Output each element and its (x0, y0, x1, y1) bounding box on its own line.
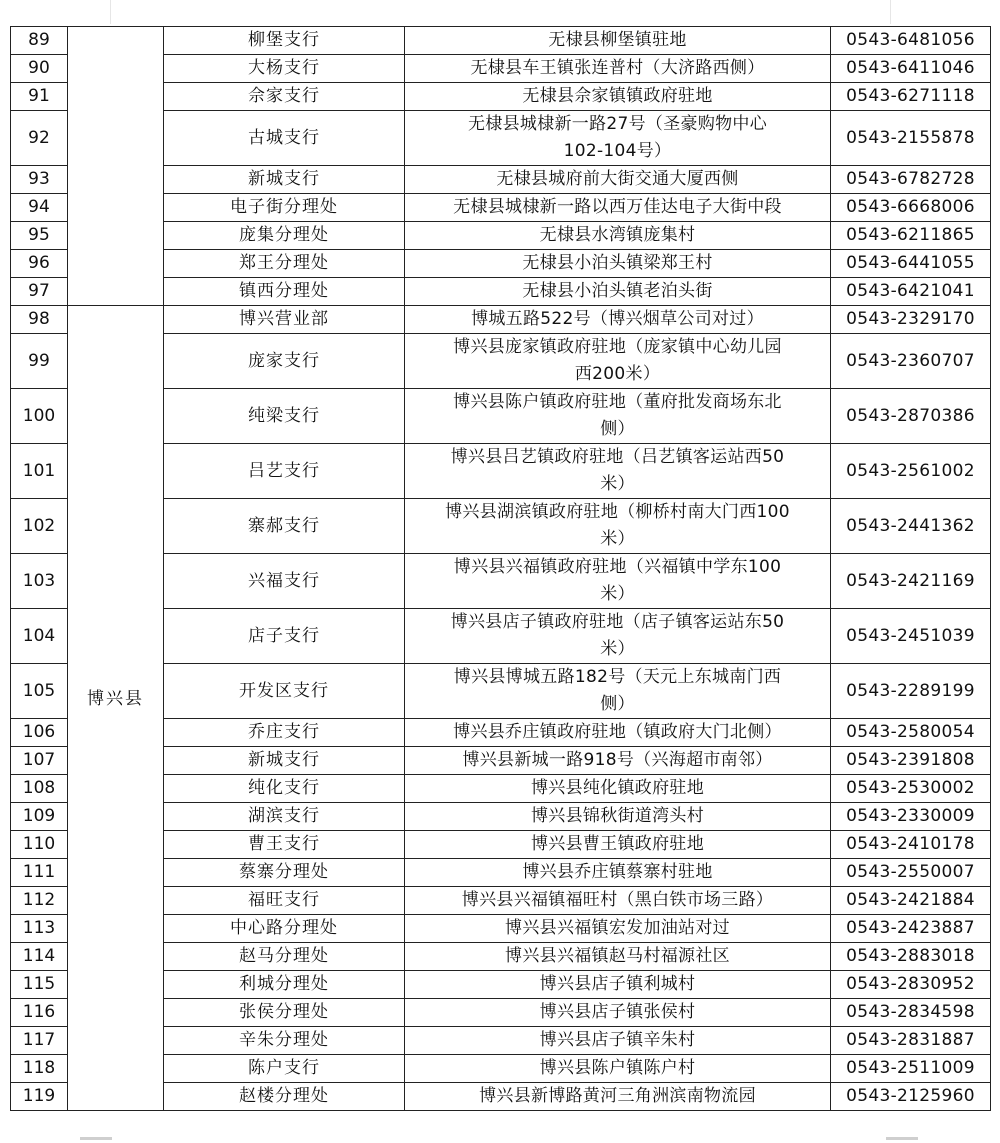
branch-phone: 0543-6271118 (831, 83, 991, 111)
row-number: 94 (11, 194, 68, 222)
branch-name: 新城支行 (164, 166, 405, 194)
row-number: 101 (11, 444, 68, 499)
branch-phone: 0543-2580054 (831, 719, 991, 747)
branch-phone: 0543-2511009 (831, 1055, 991, 1083)
address-line: 无棣县车王镇张连普村（大济路西侧） (470, 58, 765, 78)
row-number: 105 (11, 664, 68, 719)
branch-name: 赵楼分理处 (164, 1083, 405, 1111)
branch-name: 纯化支行 (164, 775, 405, 803)
address-line: 博兴县庞家镇政府驻地（庞家镇中心幼儿园 (453, 337, 782, 357)
branch-address (405, 887, 831, 915)
address-line: 米） (600, 584, 635, 604)
branch-address (405, 166, 831, 194)
address-line: 博兴县店子镇政府驻地（店子镇客运站东50 (450, 612, 785, 632)
address-line: 博兴县店子镇利城村 (539, 974, 696, 994)
branch-address (405, 334, 831, 389)
branch-table-body (11, 27, 991, 1111)
row-number: 95 (11, 222, 68, 250)
address-line: 无棣县水湾镇庞集村 (539, 225, 696, 245)
address-line: 无棣县城棣新一路27号（圣豪购物中心 (467, 114, 768, 134)
row-number: 108 (11, 775, 68, 803)
branch-name: 大杨支行 (164, 55, 405, 83)
branch-phone: 0543-2289199 (831, 664, 991, 719)
address-line: 无棣县小泊头镇梁郑王村 (522, 253, 713, 273)
branch-address (405, 859, 831, 887)
row-number: 113 (11, 915, 68, 943)
branch-phone: 0543-2421884 (831, 887, 991, 915)
address-line: 博兴县陈户镇政府驻地（董府批发商场东北 (453, 392, 782, 412)
branch-address (405, 803, 831, 831)
branch-phone: 0543-2391808 (831, 747, 991, 775)
address-line: 无棣县佘家镇镇政府驻地 (522, 86, 713, 106)
branch-address (405, 55, 831, 83)
branch-phone: 0543-2870386 (831, 389, 991, 444)
address-line: 博城五路522号（博兴烟草公司对过） (471, 309, 764, 329)
branch-name: 佘家支行 (164, 83, 405, 111)
address-line: 博兴县湖滨镇政府驻地（柳桥村南大门西100 (445, 502, 790, 522)
branch-phone: 0543-2410178 (831, 831, 991, 859)
row-number: 119 (11, 1083, 68, 1111)
branch-phone: 0543-6211865 (831, 222, 991, 250)
branch-name: 中心路分理处 (164, 915, 405, 943)
branch-address (405, 111, 831, 166)
branch-name: 镇西分理处 (164, 278, 405, 306)
row-number: 100 (11, 389, 68, 444)
row-number: 93 (11, 166, 68, 194)
address-line: 博兴县博城五路182号（天元上东城南门西 (453, 667, 782, 687)
address-line: 博兴县兴福镇赵马村福源社区 (505, 946, 730, 966)
branch-phone: 0543-2421169 (831, 554, 991, 609)
row-number: 118 (11, 1055, 68, 1083)
branch-address (405, 222, 831, 250)
branch-phone: 0543-2883018 (831, 943, 991, 971)
branch-phone: 0543-2423887 (831, 915, 991, 943)
branch-name: 寨郝支行 (164, 499, 405, 554)
row-number: 92 (11, 111, 68, 166)
page-edge-mark (110, 0, 111, 24)
branch-address (405, 831, 831, 859)
address-line: 西200米） (574, 364, 661, 384)
row-number: 111 (11, 859, 68, 887)
branch-phone: 0543-2330009 (831, 803, 991, 831)
branch-name: 柳堡支行 (164, 27, 405, 55)
address-line: 博兴县新博路黄河三角洲滨南物流园 (479, 1086, 756, 1106)
table-row (11, 306, 991, 334)
address-line: 米） (600, 474, 635, 494)
branch-name: 纯梁支行 (164, 389, 405, 444)
branch-name: 兴福支行 (164, 554, 405, 609)
address-line: 无棣县城府前大街交通大厦西侧 (496, 169, 739, 189)
branch-address (405, 250, 831, 278)
branch-phone: 0543-2561002 (831, 444, 991, 499)
branch-name: 电子街分理处 (164, 194, 405, 222)
branch-phone: 0543-2329170 (831, 306, 991, 334)
address-line: 无棣县柳堡镇驻地 (548, 30, 687, 50)
branch-name: 利城分理处 (164, 971, 405, 999)
branch-address (405, 609, 831, 664)
row-number: 106 (11, 719, 68, 747)
branch-name: 陈户支行 (164, 1055, 405, 1083)
row-number: 90 (11, 55, 68, 83)
branch-address (405, 775, 831, 803)
branch-address (405, 83, 831, 111)
branch-name: 福旺支行 (164, 887, 405, 915)
row-number: 91 (11, 83, 68, 111)
address-line: 102-104号） (563, 141, 672, 161)
row-number: 98 (11, 306, 68, 334)
branch-address (405, 278, 831, 306)
branch-phone: 0543-2155878 (831, 111, 991, 166)
address-line: 博兴县乔庄镇政府驻地（镇政府大门北侧） (453, 722, 782, 742)
row-number: 110 (11, 831, 68, 859)
branch-phone: 0543-2834598 (831, 999, 991, 1027)
branch-phone: 0543-6411046 (831, 55, 991, 83)
row-number: 107 (11, 747, 68, 775)
branch-name: 张侯分理处 (164, 999, 405, 1027)
branch-name: 赵马分理处 (164, 943, 405, 971)
branch-address (405, 999, 831, 1027)
row-number: 96 (11, 250, 68, 278)
branch-phone: 0543-2441362 (831, 499, 991, 554)
branch-phone: 0543-6668006 (831, 194, 991, 222)
row-number: 115 (11, 971, 68, 999)
branch-address (405, 389, 831, 444)
branch-name: 辛朱分理处 (164, 1027, 405, 1055)
page-footer-mark (80, 1137, 112, 1140)
branch-name: 庞家支行 (164, 334, 405, 389)
row-number: 99 (11, 334, 68, 389)
row-number: 117 (11, 1027, 68, 1055)
branch-phone: 0543-2360707 (831, 334, 991, 389)
address-line: 博兴县乔庄镇蔡寨村驻地 (522, 862, 713, 882)
branch-name: 吕艺支行 (164, 444, 405, 499)
address-line: 侧） (600, 419, 635, 439)
branch-address (405, 444, 831, 499)
branch-name: 庞集分理处 (164, 222, 405, 250)
branch-address (405, 943, 831, 971)
address-line: 米） (600, 529, 635, 549)
branch-phone: 0543-6481056 (831, 27, 991, 55)
county-cell (68, 27, 164, 306)
branch-address (405, 664, 831, 719)
branch-phone: 0543-2530002 (831, 775, 991, 803)
address-line: 博兴县兴福镇福旺村（黑白铁市场三路） (461, 890, 774, 910)
branch-phone: 0543-2550007 (831, 859, 991, 887)
branch-phone: 0543-2451039 (831, 609, 991, 664)
address-line: 博兴县陈户镇陈户村 (539, 1058, 696, 1078)
row-number: 103 (11, 554, 68, 609)
branch-name: 开发区支行 (164, 664, 405, 719)
row-number: 116 (11, 999, 68, 1027)
branch-phone: 0543-6782728 (831, 166, 991, 194)
branch-address (405, 499, 831, 554)
row-number: 114 (11, 943, 68, 971)
address-line: 博兴县纯化镇政府驻地 (531, 778, 704, 798)
branch-address (405, 1027, 831, 1055)
address-line: 博兴县店子镇张侯村 (539, 1002, 696, 1022)
branch-address (405, 554, 831, 609)
branch-phone: 0543-2830952 (831, 971, 991, 999)
county-cell: 博兴县 (68, 306, 164, 1111)
address-line: 博兴县锦秋街道湾头村 (531, 806, 704, 826)
page-edge-mark (890, 0, 891, 24)
address-line: 博兴县曹王镇政府驻地 (531, 834, 704, 854)
branch-phone: 0543-2125960 (831, 1083, 991, 1111)
branch-address (405, 915, 831, 943)
address-line: 博兴县吕艺镇政府驻地（吕艺镇客运站西50 (450, 447, 785, 467)
row-number: 112 (11, 887, 68, 915)
branch-address (405, 27, 831, 55)
row-number: 102 (11, 499, 68, 554)
branch-address (405, 194, 831, 222)
branch-address (405, 1083, 831, 1111)
page-footer-mark (886, 1137, 918, 1140)
address-line: 博兴县店子镇辛朱村 (539, 1030, 696, 1050)
address-line: 侧） (600, 694, 635, 714)
branch-name: 曹王支行 (164, 831, 405, 859)
branch-address (405, 719, 831, 747)
row-number: 109 (11, 803, 68, 831)
address-line: 博兴县兴福镇政府驻地（兴福镇中学东100 (453, 557, 782, 577)
branch-name: 新城支行 (164, 747, 405, 775)
branch-table (10, 26, 991, 1111)
branch-name: 古城支行 (164, 111, 405, 166)
branch-name: 博兴营业部 (164, 306, 405, 334)
branch-address (405, 306, 831, 334)
branch-phone: 0543-2831887 (831, 1027, 991, 1055)
branch-name: 乔庄支行 (164, 719, 405, 747)
table-row (11, 27, 991, 55)
branch-name: 店子支行 (164, 609, 405, 664)
row-number: 89 (11, 27, 68, 55)
address-line: 无棣县小泊头镇老泊头街 (522, 281, 713, 301)
branch-name: 郑王分理处 (164, 250, 405, 278)
address-line: 无棣县城棣新一路以西万佳达电子大街中段 (453, 197, 782, 217)
row-number: 104 (11, 609, 68, 664)
branch-address (405, 1055, 831, 1083)
branch-address (405, 971, 831, 999)
branch-name: 湖滨支行 (164, 803, 405, 831)
address-line: 博兴县新城一路918号（兴海超市南邻） (462, 750, 773, 770)
branch-phone: 0543-6421041 (831, 278, 991, 306)
address-line: 博兴县兴福镇宏发加油站对过 (505, 918, 730, 938)
branch-name: 蔡寨分理处 (164, 859, 405, 887)
address-line: 米） (600, 639, 635, 659)
branch-phone: 0543-6441055 (831, 250, 991, 278)
branch-address (405, 747, 831, 775)
row-number: 97 (11, 278, 68, 306)
